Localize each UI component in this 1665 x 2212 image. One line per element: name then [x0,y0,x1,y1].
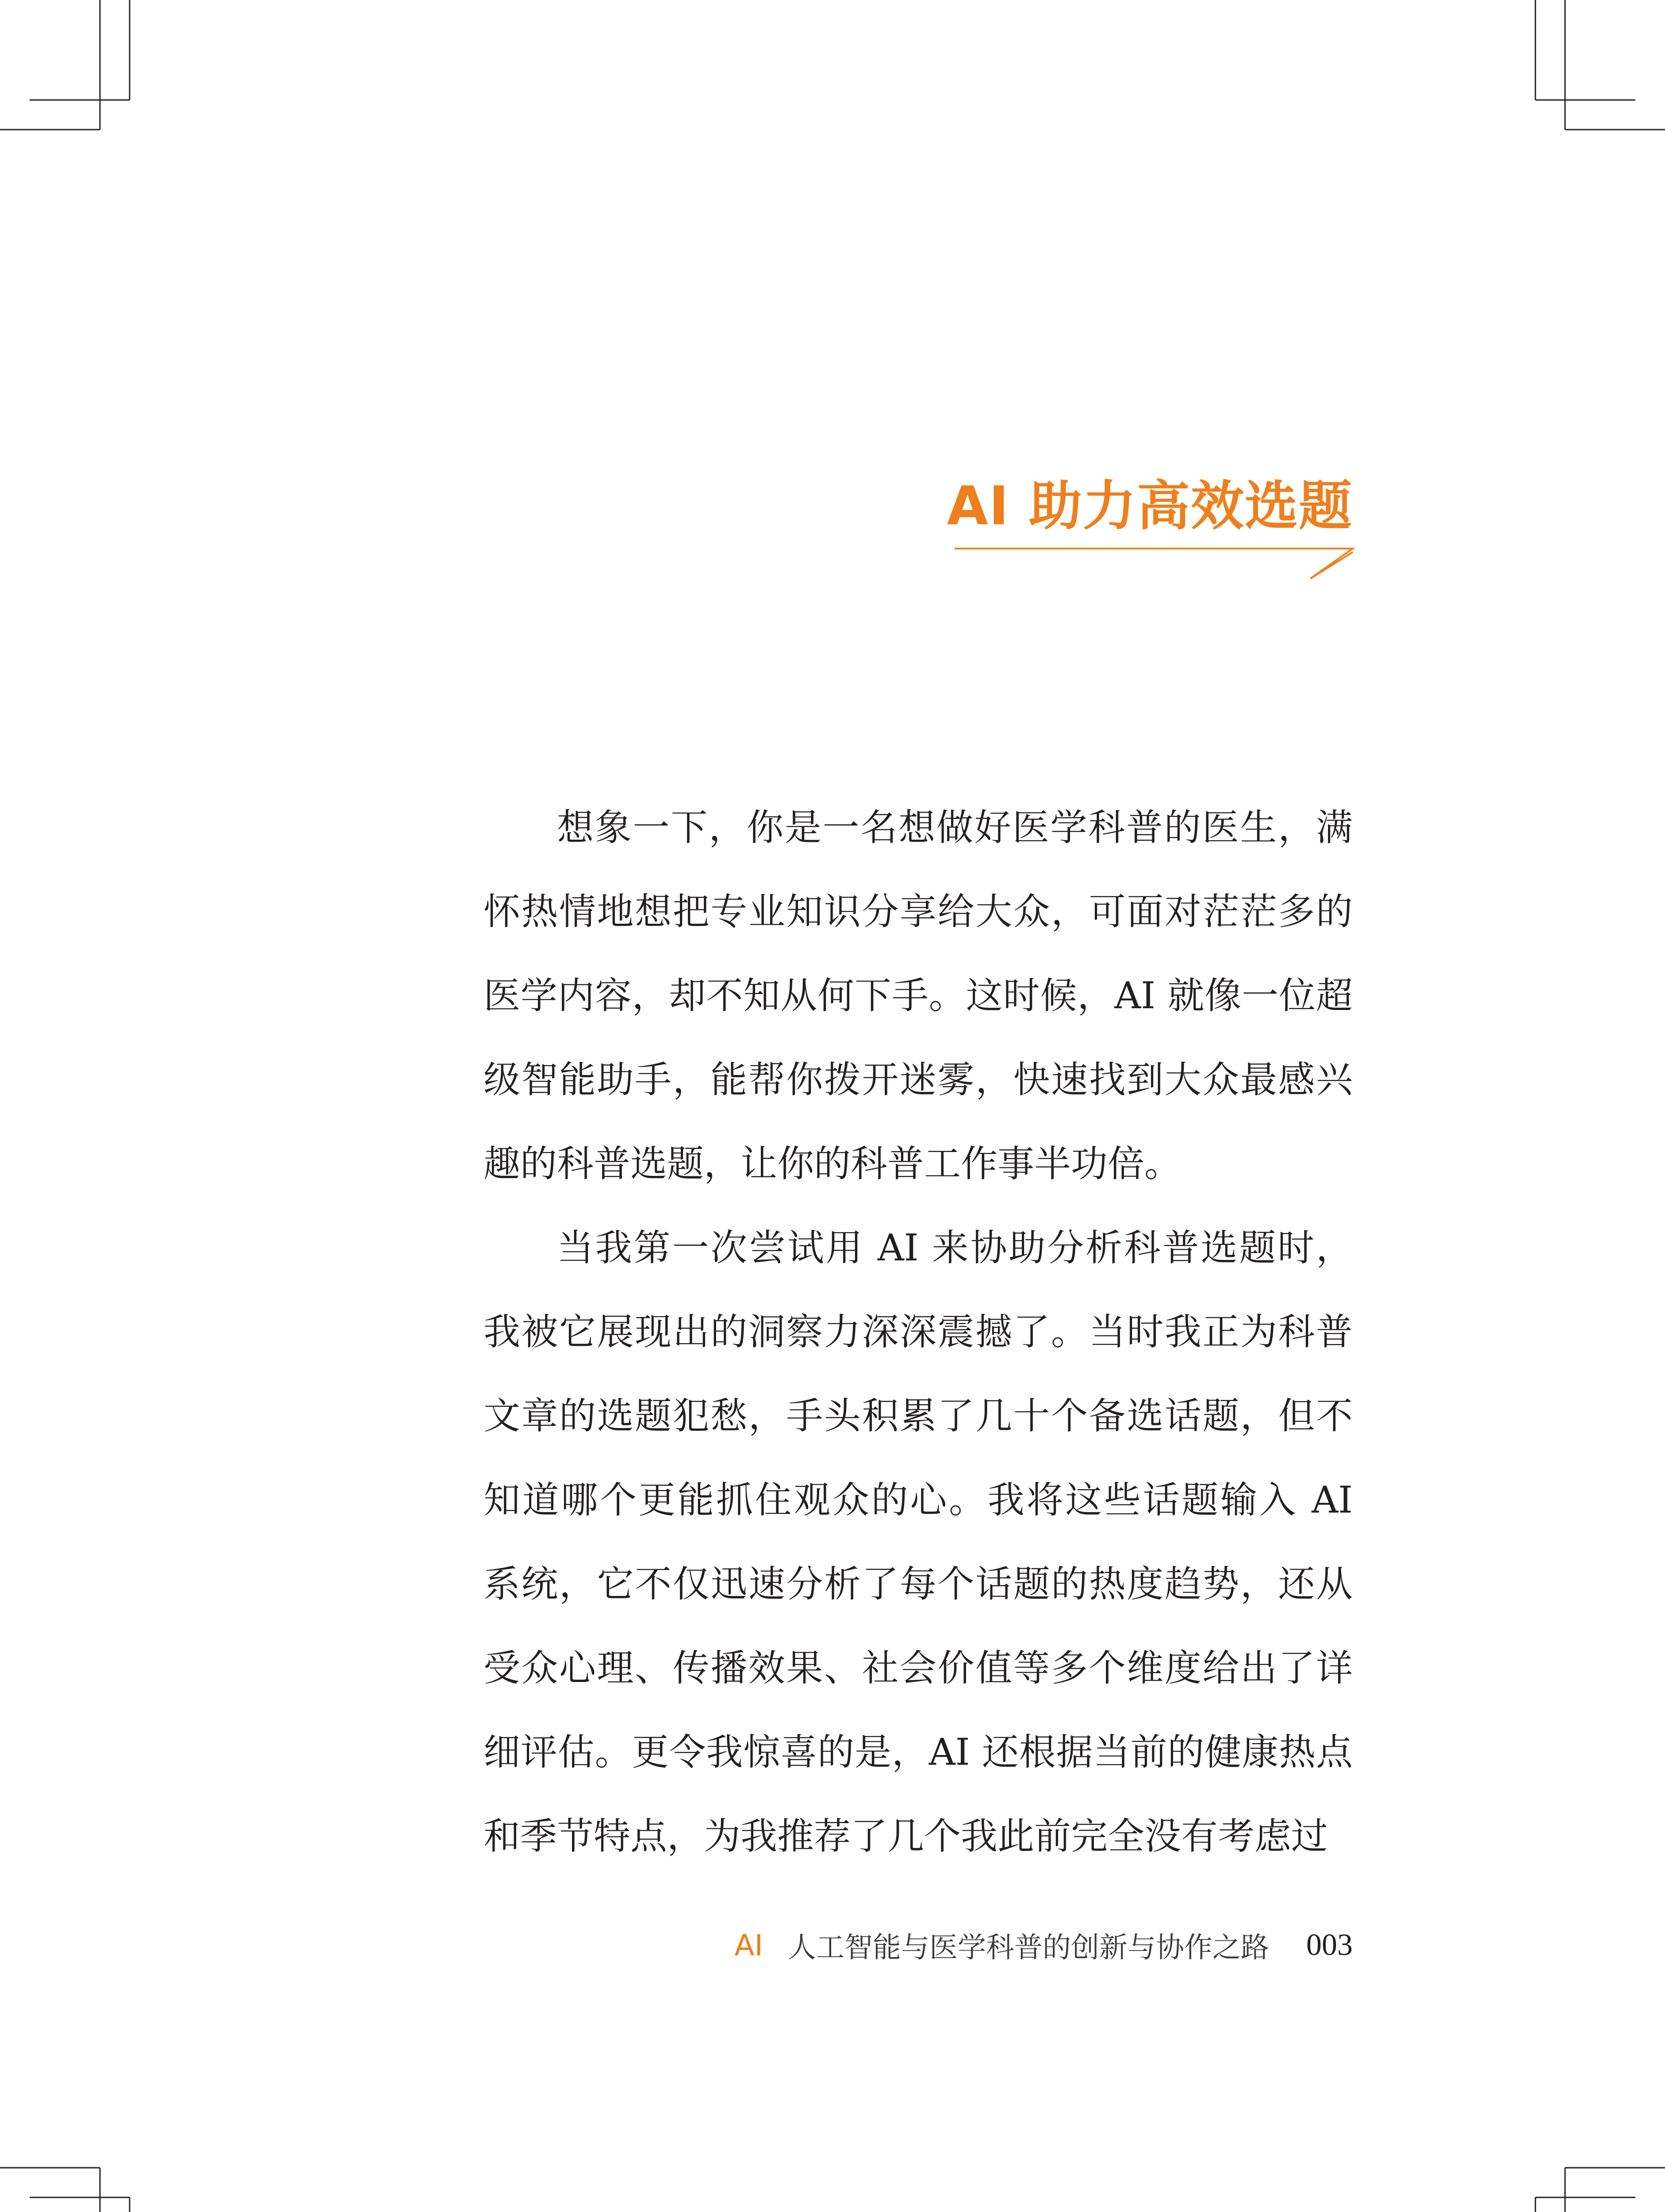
footer-book-title: 人工智能与医学科普的创新与协作之路 [788,1932,1269,1964]
paragraph: 当我第一次尝试用 AI 来协助分析科普选题时，我被它展现出的洞察力深深震撼了。当时我正为科普文章的选题犯愁，手头积累了几十个备选话题，但不知道哪个更能抓住观众的心。我将这些话题输入 AI 系统，它不仅迅速分析了每个话题的热度趋势，还从受众心理、传播效果、社会价值等多个维度给出了详细评估。更令我惊喜的是，AI 还根据当前的健康热点和季节特点，为我推荐了几个我此前完全没有考虑过 [483,1226,1353,1858]
body-text [483,786,1353,1878]
title-underline [0,0,1665,619]
chapter-title: AI 助力高效选题 [947,476,1353,537]
footer-ai-logo: AI [734,1928,763,1962]
paragraph: 想象一下，你是一名想做好医学科普的医生，满怀热情地想把专业知识分享给大众，可面对茫茫多的医学内容，却不知从何下手。这时候，AI 就像一位超级智能助手，能帮你拨开迷雾，快速找到大众最感兴趣的科普选题，让你的科普工作事半功倍。 [483,806,1353,1185]
running-footer [734,1921,1353,1970]
page-number: 003 [1306,1928,1353,1962]
